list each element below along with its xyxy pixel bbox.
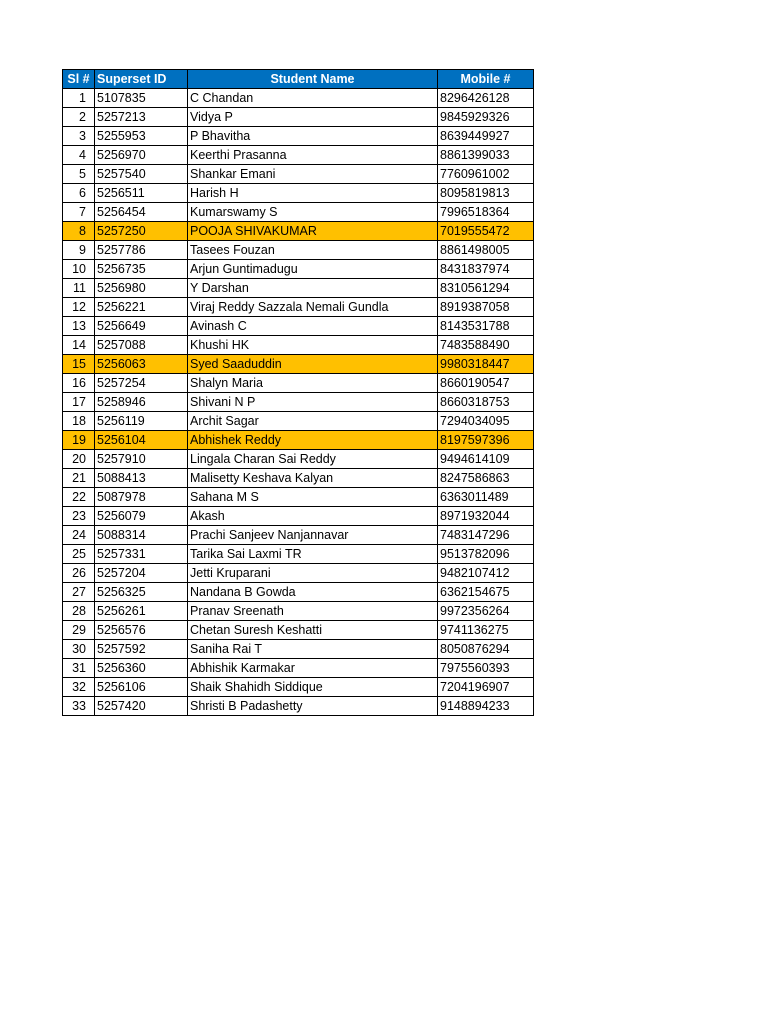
cell-mobile: 8971932044 bbox=[438, 507, 534, 526]
cell-superset-id: 5258946 bbox=[95, 393, 188, 412]
cell-mobile: 7294034095 bbox=[438, 412, 534, 431]
table-row bbox=[63, 640, 534, 659]
cell-superset-id: 5257204 bbox=[95, 564, 188, 583]
table-row bbox=[63, 203, 534, 222]
cell-superset-id: 5088413 bbox=[95, 469, 188, 488]
table-row bbox=[63, 526, 534, 545]
cell-sl: 15 bbox=[63, 355, 95, 374]
cell-mobile: 8639449927 bbox=[438, 127, 534, 146]
cell-mobile: 7204196907 bbox=[438, 678, 534, 697]
cell-mobile: 6363011489 bbox=[438, 488, 534, 507]
table-row bbox=[63, 488, 534, 507]
student-table bbox=[62, 69, 534, 716]
cell-student-name: Keerthi Prasanna bbox=[188, 146, 438, 165]
table-row bbox=[63, 241, 534, 260]
table-row bbox=[63, 697, 534, 716]
cell-sl: 5 bbox=[63, 165, 95, 184]
cell-mobile: 9980318447 bbox=[438, 355, 534, 374]
cell-sl: 23 bbox=[63, 507, 95, 526]
table-body bbox=[63, 89, 534, 716]
cell-student-name: Shivani N P bbox=[188, 393, 438, 412]
cell-sl: 19 bbox=[63, 431, 95, 450]
cell-superset-id: 5257254 bbox=[95, 374, 188, 393]
cell-sl: 27 bbox=[63, 583, 95, 602]
cell-student-name: Vidya P bbox=[188, 108, 438, 127]
cell-sl: 20 bbox=[63, 450, 95, 469]
cell-superset-id: 5256325 bbox=[95, 583, 188, 602]
table-row bbox=[63, 279, 534, 298]
header-row bbox=[63, 70, 534, 89]
cell-superset-id: 5256576 bbox=[95, 621, 188, 640]
cell-student-name: Shalyn Maria bbox=[188, 374, 438, 393]
cell-mobile: 8296426128 bbox=[438, 89, 534, 108]
table-row bbox=[63, 659, 534, 678]
cell-student-name: C Chandan bbox=[188, 89, 438, 108]
cell-student-name: Syed Saaduddin bbox=[188, 355, 438, 374]
cell-superset-id: 5256119 bbox=[95, 412, 188, 431]
cell-superset-id: 5257420 bbox=[95, 697, 188, 716]
cell-mobile: 8247586863 bbox=[438, 469, 534, 488]
cell-mobile: 9494614109 bbox=[438, 450, 534, 469]
table-row bbox=[63, 222, 534, 241]
cell-sl: 6 bbox=[63, 184, 95, 203]
cell-superset-id: 5256735 bbox=[95, 260, 188, 279]
cell-sl: 7 bbox=[63, 203, 95, 222]
cell-superset-id: 5088314 bbox=[95, 526, 188, 545]
cell-mobile: 7975560393 bbox=[438, 659, 534, 678]
table-row bbox=[63, 393, 534, 412]
cell-superset-id: 5256511 bbox=[95, 184, 188, 203]
cell-student-name: Kumarswamy S bbox=[188, 203, 438, 222]
cell-mobile: 6362154675 bbox=[438, 583, 534, 602]
cell-superset-id: 5256063 bbox=[95, 355, 188, 374]
cell-mobile: 8660318753 bbox=[438, 393, 534, 412]
cell-sl: 12 bbox=[63, 298, 95, 317]
cell-superset-id: 5256106 bbox=[95, 678, 188, 697]
cell-student-name: Lingala Charan Sai Reddy bbox=[188, 450, 438, 469]
cell-sl: 26 bbox=[63, 564, 95, 583]
cell-mobile: 8050876294 bbox=[438, 640, 534, 659]
cell-student-name: Malisetty Keshava Kalyan bbox=[188, 469, 438, 488]
cell-superset-id: 5257786 bbox=[95, 241, 188, 260]
cell-superset-id: 5256980 bbox=[95, 279, 188, 298]
cell-superset-id: 5256970 bbox=[95, 146, 188, 165]
cell-mobile: 8861498005 bbox=[438, 241, 534, 260]
cell-student-name: Saniha Rai T bbox=[188, 640, 438, 659]
cell-mobile: 8310561294 bbox=[438, 279, 534, 298]
cell-student-name: Arjun Guntimadugu bbox=[188, 260, 438, 279]
cell-mobile: 7019555472 bbox=[438, 222, 534, 241]
cell-student-name: Prachi Sanjeev Nanjannavar bbox=[188, 526, 438, 545]
table-row bbox=[63, 298, 534, 317]
table-row bbox=[63, 583, 534, 602]
cell-mobile: 9148894233 bbox=[438, 697, 534, 716]
cell-mobile: 7483147296 bbox=[438, 526, 534, 545]
cell-student-name: Y Darshan bbox=[188, 279, 438, 298]
header-superset-id: Superset ID bbox=[95, 70, 188, 89]
table-row bbox=[63, 317, 534, 336]
table-row bbox=[63, 678, 534, 697]
cell-mobile: 9845929326 bbox=[438, 108, 534, 127]
cell-student-name: Harish H bbox=[188, 184, 438, 203]
cell-student-name: Shankar Emani bbox=[188, 165, 438, 184]
table-row bbox=[63, 507, 534, 526]
cell-student-name: POOJA SHIVAKUMAR bbox=[188, 222, 438, 241]
cell-superset-id: 5256104 bbox=[95, 431, 188, 450]
cell-sl: 4 bbox=[63, 146, 95, 165]
cell-student-name: Shaik Shahidh Siddique bbox=[188, 678, 438, 697]
cell-sl: 25 bbox=[63, 545, 95, 564]
cell-sl: 29 bbox=[63, 621, 95, 640]
table-row bbox=[63, 89, 534, 108]
cell-mobile: 9482107412 bbox=[438, 564, 534, 583]
cell-student-name: Abhishik Karmakar bbox=[188, 659, 438, 678]
cell-student-name: P Bhavitha bbox=[188, 127, 438, 146]
table-row bbox=[63, 260, 534, 279]
cell-mobile: 7483588490 bbox=[438, 336, 534, 355]
table-row bbox=[63, 127, 534, 146]
cell-superset-id: 5257331 bbox=[95, 545, 188, 564]
header-sl: Sl # bbox=[63, 70, 95, 89]
cell-sl: 21 bbox=[63, 469, 95, 488]
cell-mobile: 8919387058 bbox=[438, 298, 534, 317]
cell-sl: 8 bbox=[63, 222, 95, 241]
cell-superset-id: 5256454 bbox=[95, 203, 188, 222]
cell-student-name: Avinash C bbox=[188, 317, 438, 336]
cell-sl: 2 bbox=[63, 108, 95, 127]
cell-sl: 16 bbox=[63, 374, 95, 393]
table-row bbox=[63, 108, 534, 127]
cell-superset-id: 5256261 bbox=[95, 602, 188, 621]
cell-mobile: 9972356264 bbox=[438, 602, 534, 621]
table-row bbox=[63, 621, 534, 640]
cell-superset-id: 5257540 bbox=[95, 165, 188, 184]
cell-sl: 9 bbox=[63, 241, 95, 260]
cell-sl: 24 bbox=[63, 526, 95, 545]
table-row bbox=[63, 564, 534, 583]
cell-student-name: Abhishek Reddy bbox=[188, 431, 438, 450]
cell-student-name: Chetan Suresh Keshatti bbox=[188, 621, 438, 640]
cell-mobile: 8431837974 bbox=[438, 260, 534, 279]
cell-sl: 28 bbox=[63, 602, 95, 621]
table-row bbox=[63, 184, 534, 203]
table-row bbox=[63, 545, 534, 564]
table-row bbox=[63, 469, 534, 488]
cell-mobile: 7996518364 bbox=[438, 203, 534, 222]
cell-student-name: Tasees Fouzan bbox=[188, 241, 438, 260]
table-row bbox=[63, 431, 534, 450]
table-row bbox=[63, 165, 534, 184]
table-row bbox=[63, 355, 534, 374]
table-row bbox=[63, 336, 534, 355]
cell-sl: 13 bbox=[63, 317, 95, 336]
cell-student-name: Akash bbox=[188, 507, 438, 526]
cell-superset-id: 5257910 bbox=[95, 450, 188, 469]
cell-sl: 33 bbox=[63, 697, 95, 716]
cell-sl: 10 bbox=[63, 260, 95, 279]
table-row bbox=[63, 412, 534, 431]
cell-sl: 3 bbox=[63, 127, 95, 146]
cell-superset-id: 5257592 bbox=[95, 640, 188, 659]
cell-sl: 17 bbox=[63, 393, 95, 412]
cell-student-name: Archit Sagar bbox=[188, 412, 438, 431]
cell-sl: 11 bbox=[63, 279, 95, 298]
cell-superset-id: 5087978 bbox=[95, 488, 188, 507]
cell-mobile: 8095819813 bbox=[438, 184, 534, 203]
cell-student-name: Shristi B Padashetty bbox=[188, 697, 438, 716]
cell-mobile: 8197597396 bbox=[438, 431, 534, 450]
cell-sl: 30 bbox=[63, 640, 95, 659]
cell-sl: 32 bbox=[63, 678, 95, 697]
cell-sl: 1 bbox=[63, 89, 95, 108]
cell-mobile: 8861399033 bbox=[438, 146, 534, 165]
cell-sl: 31 bbox=[63, 659, 95, 678]
table-row bbox=[63, 374, 534, 393]
header-student-name: Student Name bbox=[188, 70, 438, 89]
cell-mobile: 9513782096 bbox=[438, 545, 534, 564]
cell-mobile: 8143531788 bbox=[438, 317, 534, 336]
cell-superset-id: 5256360 bbox=[95, 659, 188, 678]
cell-superset-id: 5256649 bbox=[95, 317, 188, 336]
cell-sl: 18 bbox=[63, 412, 95, 431]
cell-student-name: Pranav Sreenath bbox=[188, 602, 438, 621]
cell-student-name: Nandana B Gowda bbox=[188, 583, 438, 602]
cell-superset-id: 5256079 bbox=[95, 507, 188, 526]
table-row bbox=[63, 146, 534, 165]
cell-superset-id: 5107835 bbox=[95, 89, 188, 108]
cell-student-name: Viraj Reddy Sazzala Nemali Gundla bbox=[188, 298, 438, 317]
cell-superset-id: 5256221 bbox=[95, 298, 188, 317]
cell-student-name: Khushi HK bbox=[188, 336, 438, 355]
cell-student-name: Tarika Sai Laxmi TR bbox=[188, 545, 438, 564]
cell-superset-id: 5257213 bbox=[95, 108, 188, 127]
cell-mobile: 7760961002 bbox=[438, 165, 534, 184]
cell-superset-id: 5257088 bbox=[95, 336, 188, 355]
cell-student-name: Sahana M S bbox=[188, 488, 438, 507]
cell-superset-id: 5255953 bbox=[95, 127, 188, 146]
header-mobile: Mobile # bbox=[438, 70, 534, 89]
cell-student-name: Jetti Kruparani bbox=[188, 564, 438, 583]
cell-sl: 22 bbox=[63, 488, 95, 507]
table-row bbox=[63, 602, 534, 621]
cell-sl: 14 bbox=[63, 336, 95, 355]
cell-mobile: 9741136275 bbox=[438, 621, 534, 640]
cell-mobile: 8660190547 bbox=[438, 374, 534, 393]
cell-superset-id: 5257250 bbox=[95, 222, 188, 241]
table-row bbox=[63, 450, 534, 469]
